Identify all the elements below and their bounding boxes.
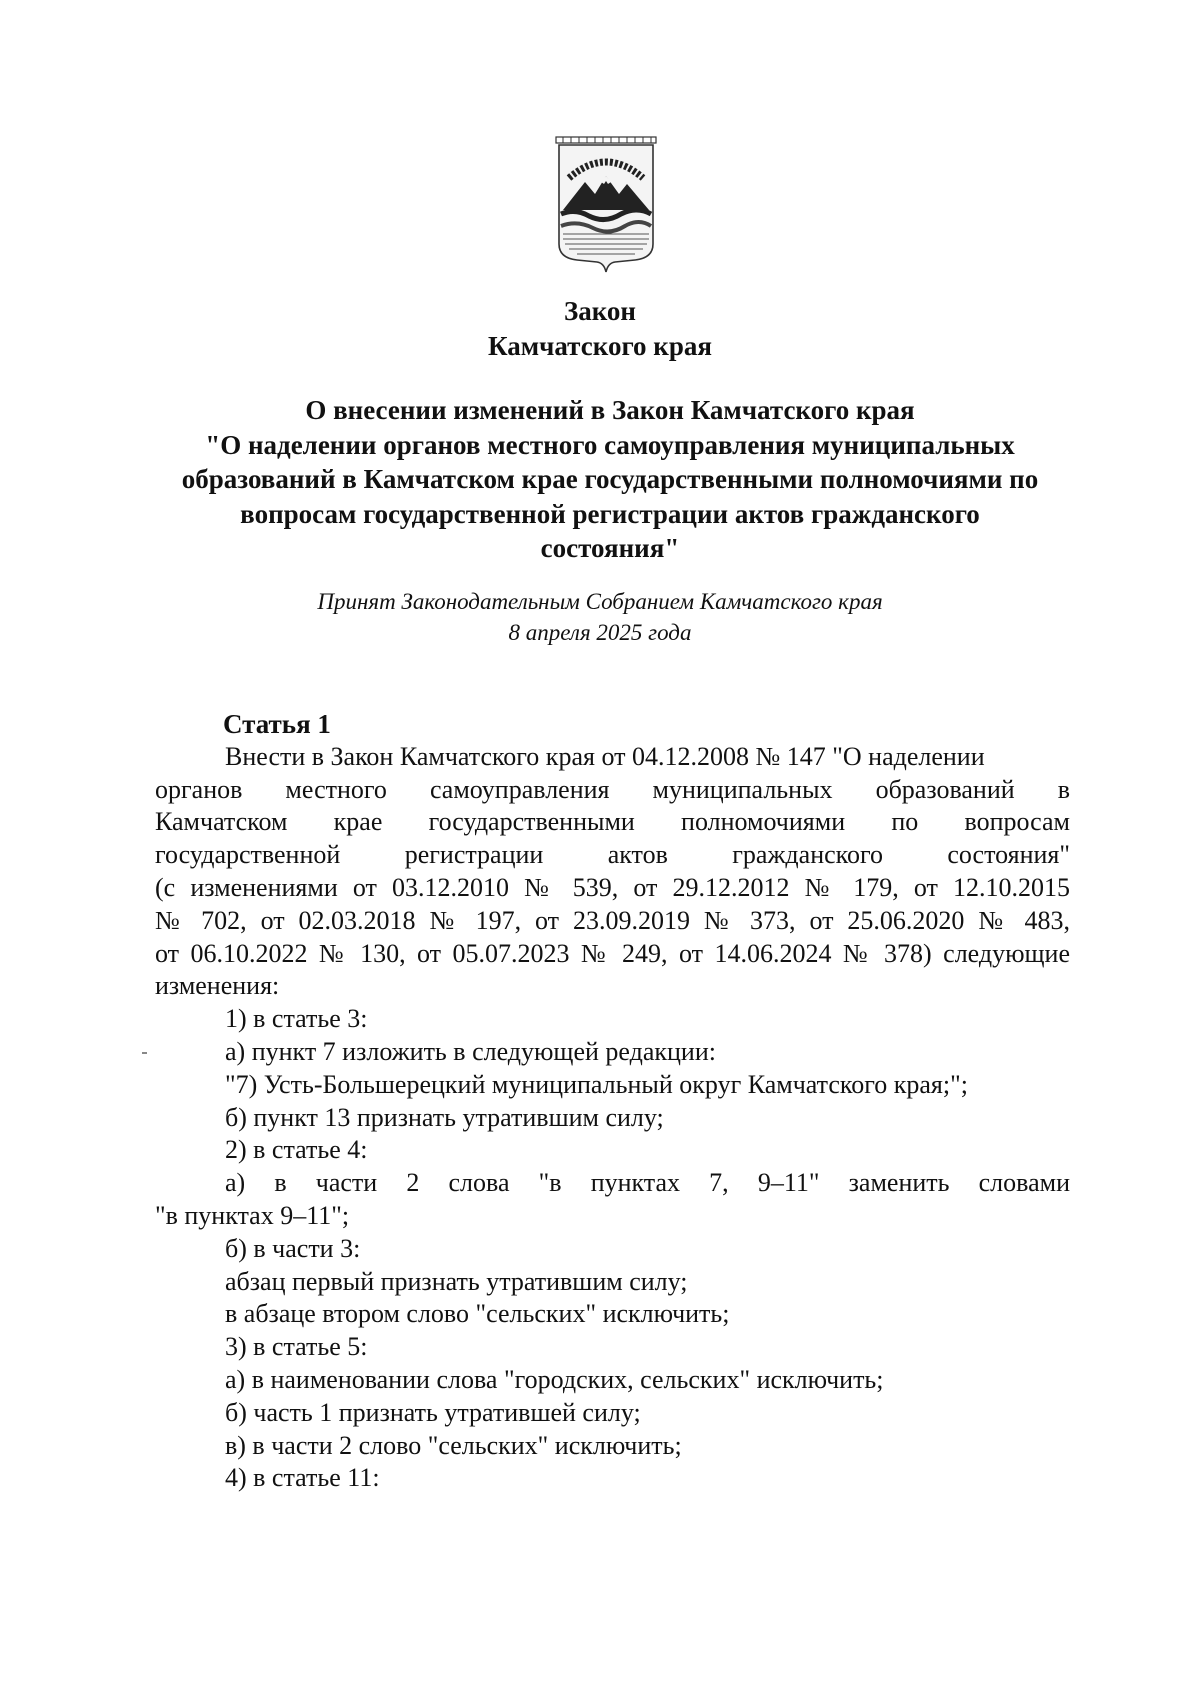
law-subject — [150, 393, 1070, 566]
list-item: а) пункт 7 изложить в следующей редакции: — [225, 1036, 716, 1066]
law-title-line2: Камчатского края — [488, 331, 712, 361]
list-item: 2) в статье 4: — [225, 1135, 368, 1165]
list-item: в) в части 2 слово "сельских" исключить; — [225, 1430, 682, 1460]
paragraph-line: Внести в Закон Камчатского края от 04.12.2008 № 147 "О наделении — [225, 741, 985, 771]
list-item: "7) Усть-Большерецкий муниципальный округ Камчатского края;"; — [225, 1069, 968, 1099]
list-item: а) в части 2 слова "в пунктах 7, 9–11" заменить словами — [225, 1168, 1070, 1198]
list-item: а) в наименовании слова "городских, сельских" исключить; — [225, 1364, 884, 1394]
paragraph-line: Камчатском крае государственными полномочиями по вопросам — [155, 807, 1070, 837]
adoption-line: Принят Законодательным Собранием Камчатского края — [317, 589, 883, 614]
list-item: 1) в статье 3: — [225, 1004, 368, 1034]
list-item: 4) в статье 11: — [225, 1463, 380, 1493]
paragraph-line: № 702, от 02.03.2018 № 197, от 23.09.2019 № 373, от 25.06.2020 № 483, — [155, 905, 1070, 935]
list-item: абзац первый признать утратившим силу; — [225, 1266, 688, 1296]
list-item: б) в части 3: — [225, 1233, 361, 1263]
paragraph-line: от 06.10.2022 № 130, от 05.07.2023 № 249, от 14.06.2024 № 378) следующие — [155, 938, 1070, 968]
adoption-note — [0, 586, 1200, 648]
law-title — [0, 294, 1200, 364]
subject-line: О внесении изменений в Закон Камчатского края — [305, 395, 915, 425]
scan-mark — [142, 1052, 147, 1054]
list-item: 3) в статье 5: — [225, 1332, 368, 1362]
article-body — [155, 708, 1070, 1495]
subject-line: "О наделении органов местного самоуправления муниципальных — [205, 429, 1015, 460]
subject-line: вопросам государственной регистрации актов гражданского — [240, 498, 980, 529]
list-item: б) часть 1 признать утратившей силу; — [225, 1397, 641, 1427]
coat-of-arms-icon — [555, 136, 657, 274]
paragraph-line: (с изменениями от 03.12.2010 № 539, от 29.12.2012 № 179, от 12.10.2015 — [155, 872, 1070, 902]
list-item: "в пунктах 9–11"; — [155, 1200, 350, 1230]
list-item: б) пункт 13 признать утратившим силу; — [225, 1102, 664, 1132]
article-heading: Статья 1 — [223, 709, 331, 739]
law-title-line1: Закон — [563, 296, 636, 326]
subject-line: состояния" — [540, 533, 680, 563]
paragraph-line: изменения: — [155, 971, 280, 1001]
adoption-date: 8 апреля 2025 года — [508, 620, 692, 645]
paragraph-line: органов местного самоуправления муниципальных образований в — [155, 774, 1070, 804]
list-item: в абзаце втором слово "сельских" исключить; — [225, 1299, 730, 1329]
subject-line: образований в Камчатском крае государственными полномочиями по — [181, 464, 1039, 494]
paragraph-line: государственной регистрации актов гражданского состояния" — [155, 840, 1070, 870]
